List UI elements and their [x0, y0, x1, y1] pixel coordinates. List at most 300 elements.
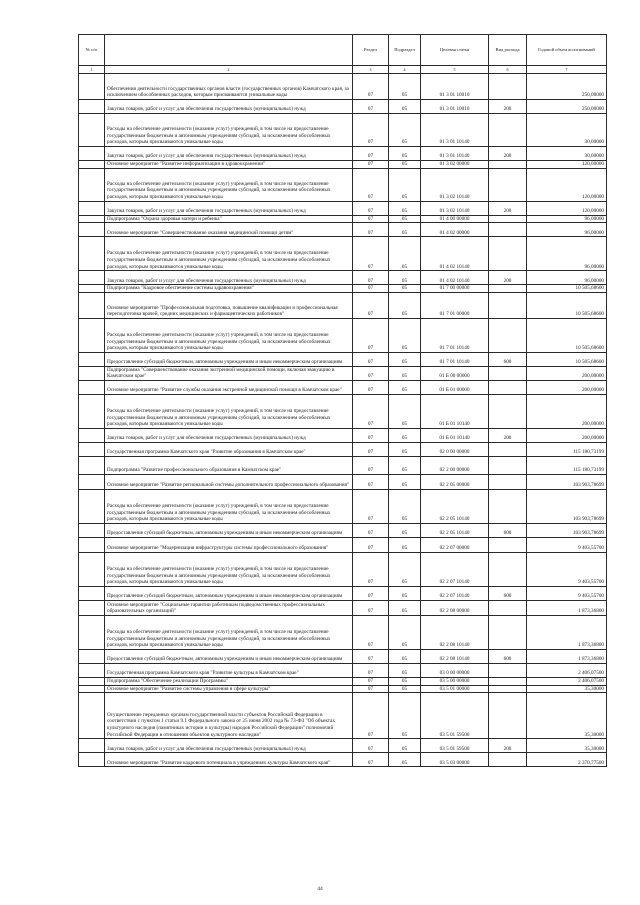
- row-expense-type: [489, 394, 527, 428]
- row-name: Основное мероприятие "Развитие системы управления в сфере культуры": [105, 685, 353, 693]
- row-name: Закупка товаров, работ и услуг для обеспечения государственных (муниципальных) нужд: [105, 271, 353, 285]
- row-amount: 2 406,07500: [527, 663, 607, 677]
- row-razdel: 07: [353, 663, 389, 677]
- row-target-article: 02 2 05 10140: [421, 489, 489, 523]
- row-index: [79, 271, 105, 285]
- row-amount: 96,00000: [527, 223, 607, 237]
- row-name: Расходы на обеспечение деятельности (оказание услуг) учреждений, в том числе на предоставление государственным бюджетным и автономным учреждениям субсидий, за исключением обособленных расходов, которым присваиваются уникальные коды: [105, 114, 353, 147]
- row-index: [79, 537, 105, 552]
- row-amount: 115 180,73199: [527, 442, 607, 456]
- row-razdel: 07: [353, 100, 389, 114]
- row-podrazdel: 05: [389, 168, 421, 201]
- row-name: Предоставление субсидий бюджетным, автономным учреждениям и иным некоммерческим организациям: [105, 586, 353, 600]
- row-razdel: 07: [353, 693, 389, 739]
- row-expense-type: 200: [489, 428, 527, 442]
- row-index: [79, 394, 105, 428]
- row-index: [79, 100, 105, 114]
- row-index: [79, 586, 105, 600]
- row-podrazdel: 05: [389, 394, 421, 428]
- row-razdel: 07: [353, 600, 389, 615]
- row-razdel: 07: [353, 147, 389, 161]
- row-razdel: 07: [353, 523, 389, 537]
- row-index: [79, 523, 105, 537]
- row-amount: 120,00000: [527, 201, 607, 215]
- row-amount: 115 180,73199: [527, 456, 607, 474]
- row-index: [79, 352, 105, 366]
- column-number: 2: [105, 66, 353, 74]
- column-number: 3: [353, 66, 389, 74]
- row-expense-type: 600: [489, 352, 527, 366]
- header-target-article: Целевая статья: [421, 35, 489, 66]
- row-name: Обеспечения деятельности государственных органов власти (государственных органов) Камчатского края, за исключением обособленных расходов, которым присваиваются уникальные коды: [105, 74, 353, 100]
- table-row: [79, 74, 607, 100]
- page-number: 44: [317, 886, 323, 892]
- table-row: [79, 474, 607, 489]
- row-podrazdel: 05: [389, 215, 421, 223]
- row-expense-type: [489, 663, 527, 677]
- row-expense-type: [489, 442, 527, 456]
- row-podrazdel: 05: [389, 114, 421, 147]
- row-expense-type: [489, 753, 527, 767]
- row-razdel: 07: [353, 474, 389, 489]
- row-name: Подпрограмма "Развитие профессионального образования в Камчатском крае": [105, 456, 353, 474]
- row-target-article: 01 4 02 10140: [421, 271, 489, 285]
- row-podrazdel: 05: [389, 753, 421, 767]
- row-podrazdel: 05: [389, 161, 421, 169]
- column-number: 6: [489, 66, 527, 74]
- row-razdel: 07: [353, 201, 389, 215]
- row-podrazdel: 05: [389, 352, 421, 366]
- row-podrazdel: 05: [389, 586, 421, 600]
- header-name: [105, 35, 353, 66]
- row-target-article: 02 0 00 00000: [421, 442, 489, 456]
- row-expense-type: [489, 237, 527, 271]
- row-amount: 103 903,78699: [527, 489, 607, 523]
- row-expense-type: [489, 489, 527, 523]
- row-amount: 9 403,55700: [527, 586, 607, 600]
- row-name: Закупка товаров, работ и услуг для обеспечения государственных (муниципальных) нужд: [105, 100, 353, 114]
- row-target-article: 01 4 02 10140: [421, 237, 489, 271]
- row-expense-type: [489, 114, 527, 147]
- row-index: [79, 161, 105, 169]
- row-amount: 250,00000: [527, 74, 607, 100]
- row-razdel: 07: [353, 753, 389, 767]
- row-amount: 10 505,68600: [527, 292, 607, 318]
- table-row: [79, 739, 607, 753]
- row-name: Основное мероприятие "Модернизация инфраструктуры системы профессионального образования": [105, 537, 353, 552]
- row-razdel: 07: [353, 428, 389, 442]
- row-razdel: 07: [353, 677, 389, 685]
- row-name: Подпрограмма "Кадровое обеспечение системы здравоохранения": [105, 285, 353, 293]
- row-index: [79, 223, 105, 237]
- row-expense-type: [489, 318, 527, 352]
- row-amount: 2 406,07500: [527, 677, 607, 685]
- table-row: [79, 552, 607, 586]
- table-row: [79, 271, 607, 285]
- row-amount: 120,00000: [527, 168, 607, 201]
- row-target-article: 03 5 01 59500: [421, 739, 489, 753]
- row-name: Расходы на обеспечение деятельности (оказание услуг) учреждений, в том числе на предоставление государственным бюджетным и автономным учреждениям субсидий, за исключением обособленных расходов, которым присваиваются уникальные коды: [105, 318, 353, 352]
- row-podrazdel: 05: [389, 523, 421, 537]
- row-expense-type: [489, 693, 527, 739]
- row-razdel: 07: [353, 456, 389, 474]
- table-row: [79, 223, 607, 237]
- row-expense-type: [489, 223, 527, 237]
- table-row: [79, 318, 607, 352]
- table-row: [79, 100, 607, 114]
- row-name: Расходы на обеспечение деятельности (оказание услуг) учреждений, в том числе на предоставление государственным бюджетным и автономным учреждениям субсидий, за исключением обособленных расходов, которым присваиваются уникальные коды: [105, 237, 353, 271]
- row-index: [79, 114, 105, 147]
- row-podrazdel: 05: [389, 366, 421, 380]
- row-amount: 96,00000: [527, 215, 607, 223]
- row-name: Расходы на обеспечение деятельности (оказание услуг) учреждений, в том числе на предоставление государственным бюджетным и автономным учреждениям субсидий, за исключением обособленных расходов, которым присваиваются уникальные коды: [105, 489, 353, 523]
- row-podrazdel: 05: [389, 615, 421, 649]
- row-target-article: 02 2 08 00000: [421, 600, 489, 615]
- table-row: [79, 753, 607, 767]
- row-amount: 1 873,36800: [527, 649, 607, 663]
- row-podrazdel: 05: [389, 100, 421, 114]
- row-amount: 200,00000: [527, 428, 607, 442]
- row-expense-type: [489, 366, 527, 380]
- budget-table: [78, 34, 607, 767]
- table-row: [79, 523, 607, 537]
- column-number: 4: [389, 66, 421, 74]
- row-podrazdel: 05: [389, 474, 421, 489]
- row-expense-type: 200: [489, 100, 527, 114]
- row-razdel: 07: [353, 442, 389, 456]
- table-row: [79, 428, 607, 442]
- row-name: Основное мероприятие "Развитие информатизации в здравоохранении": [105, 161, 353, 169]
- table-row: [79, 352, 607, 366]
- row-podrazdel: 05: [389, 237, 421, 271]
- row-amount: 103 903,78699: [527, 523, 607, 537]
- row-name: Осуществление переданных органам государственной власти субъектов Российской Федерации в соответствии с пунктом 1 статьи 9.1 Федерального закона от 25 июня 2002 года № 73-ФЗ "Об объектах культурного наследия (памятниках истории и культуры) народов Российской Федерации" полномочий Российской Федерации в отношении объектов культурного наследия": [105, 693, 353, 739]
- row-podrazdel: 05: [389, 223, 421, 237]
- row-expense-type: 600: [489, 523, 527, 537]
- column-number-row: [79, 66, 607, 74]
- row-amount: 35,30000: [527, 685, 607, 693]
- row-razdel: 07: [353, 537, 389, 552]
- row-amount: 103 903,78699: [527, 474, 607, 489]
- row-name: Закупка товаров, работ и услуг для обеспечения государственных (муниципальных) нужд: [105, 428, 353, 442]
- row-name: Предоставление субсидий бюджетным, автономным учреждениям и иным некоммерческим организациям: [105, 523, 353, 537]
- header-podrazdel: Подраздел: [389, 35, 421, 66]
- row-target-article: 02 2 08 10140: [421, 615, 489, 649]
- row-amount: 35,30000: [527, 739, 607, 753]
- row-amount: 9 403,55700: [527, 552, 607, 586]
- row-target-article: 01 Б 01 00000: [421, 380, 489, 394]
- row-target-article: 01 Б 01 10140: [421, 428, 489, 442]
- table-row: [79, 615, 607, 649]
- row-name: Подпрограмма "Совершенствование оказания экстренной медицинской помощи, включая эвакуацию в Камчатском крае": [105, 366, 353, 380]
- table-row: [79, 663, 607, 677]
- row-amount: 10 505,68600: [527, 285, 607, 293]
- row-podrazdel: 05: [389, 489, 421, 523]
- row-razdel: 07: [353, 685, 389, 693]
- row-target-article: 01 Б 01 10140: [421, 394, 489, 428]
- row-podrazdel: 05: [389, 380, 421, 394]
- row-index: [79, 318, 105, 352]
- row-index: [79, 237, 105, 271]
- row-expense-type: [489, 537, 527, 552]
- row-target-article: 01 7 01 00000: [421, 292, 489, 318]
- row-index: [79, 739, 105, 753]
- row-target-article: 02 2 05 00000: [421, 474, 489, 489]
- row-podrazdel: 05: [389, 685, 421, 693]
- table-row: [79, 114, 607, 147]
- row-podrazdel: 05: [389, 677, 421, 685]
- row-podrazdel: 05: [389, 739, 421, 753]
- row-expense-type: 200: [489, 739, 527, 753]
- table-row: [79, 489, 607, 523]
- row-amount: 30,00000: [527, 114, 607, 147]
- row-target-article: 01 3 01 10140: [421, 147, 489, 161]
- row-podrazdel: 05: [389, 201, 421, 215]
- table-row: [79, 380, 607, 394]
- table-row: [79, 456, 607, 474]
- row-expense-type: 600: [489, 649, 527, 663]
- table-row: [79, 215, 607, 223]
- row-index: [79, 285, 105, 293]
- row-name: Закупка товаров, работ и услуг для обеспечения государственных (муниципальных) нужд: [105, 147, 353, 161]
- row-target-article: 01 3 01 10010: [421, 74, 489, 100]
- row-expense-type: [489, 456, 527, 474]
- row-razdel: 07: [353, 318, 389, 352]
- row-index: [79, 693, 105, 739]
- row-amount: 9 403,55700: [527, 537, 607, 552]
- row-index: [79, 677, 105, 685]
- row-index: [79, 201, 105, 215]
- row-index: [79, 663, 105, 677]
- row-name: Основное мероприятие "Развитие региональной системы дополнительного профессионального образования": [105, 474, 353, 489]
- row-target-article: 01 7 00 00000: [421, 285, 489, 293]
- row-index: [79, 600, 105, 615]
- row-index: [79, 685, 105, 693]
- row-amount: 10 505,68600: [527, 352, 607, 366]
- row-target-article: 02 2 08 10140: [421, 649, 489, 663]
- table-row: [79, 292, 607, 318]
- row-index: [79, 428, 105, 442]
- row-target-article: 03 5 03 00000: [421, 753, 489, 767]
- table-body: [79, 74, 607, 767]
- row-index: [79, 380, 105, 394]
- row-razdel: 07: [353, 271, 389, 285]
- row-name: Расходы на обеспечение деятельности (оказание услуг) учреждений, в том числе на предоставление государственным бюджетным и автономным учреждениям субсидий, за исключением обособленных расходов, которым присваиваются уникальные коды: [105, 615, 353, 649]
- row-razdel: 07: [353, 114, 389, 147]
- row-razdel: 07: [353, 292, 389, 318]
- row-name: Предоставление субсидий бюджетным, автономным учреждениям и иным некоммерческим организациям: [105, 649, 353, 663]
- table-row: [79, 649, 607, 663]
- row-expense-type: [489, 677, 527, 685]
- row-index: [79, 489, 105, 523]
- column-number: 7: [527, 66, 607, 74]
- row-amount: 35,30000: [527, 693, 607, 739]
- row-name: Основное мероприятие "Социальные гарантии работникам подведомственных профессиональных образовательных организаций": [105, 600, 353, 615]
- row-podrazdel: 05: [389, 442, 421, 456]
- row-target-article: 01 7 01 10140: [421, 352, 489, 366]
- row-index: [79, 147, 105, 161]
- row-razdel: 07: [353, 552, 389, 586]
- row-expense-type: 200: [489, 271, 527, 285]
- row-amount: 10 505,68600: [527, 318, 607, 352]
- row-razdel: 07: [353, 223, 389, 237]
- row-razdel: 07: [353, 366, 389, 380]
- row-index: [79, 474, 105, 489]
- row-razdel: 07: [353, 215, 389, 223]
- table-header-row: [79, 35, 607, 66]
- table-row: [79, 600, 607, 615]
- row-expense-type: [489, 74, 527, 100]
- table-row: [79, 586, 607, 600]
- row-razdel: 07: [353, 237, 389, 271]
- table-row: [79, 161, 607, 169]
- row-index: [79, 649, 105, 663]
- header-num: № п/п: [79, 35, 105, 66]
- table-row: [79, 537, 607, 552]
- row-target-article: 02 2 07 10140: [421, 586, 489, 600]
- row-podrazdel: 05: [389, 649, 421, 663]
- row-expense-type: 600: [489, 586, 527, 600]
- row-podrazdel: 05: [389, 147, 421, 161]
- row-razdel: 07: [353, 394, 389, 428]
- row-expense-type: 200: [489, 147, 527, 161]
- row-podrazdel: 05: [389, 456, 421, 474]
- row-name: Основное мероприятие "Совершенствование оказания медицинской помощи детям": [105, 223, 353, 237]
- row-target-article: 01 3 02 10140: [421, 201, 489, 215]
- row-target-article: 01 3 01 10010: [421, 100, 489, 114]
- row-name: Основное мероприятие "Профессиональная подготовка, повышение квалификации и профессиональная переподготовка врачей, средних медицинских и фармацевтических работников": [105, 292, 353, 318]
- row-index: [79, 753, 105, 767]
- row-expense-type: [489, 685, 527, 693]
- row-razdel: 07: [353, 352, 389, 366]
- table-row: [79, 693, 607, 739]
- header-expense-type: Вид расхода: [489, 35, 527, 66]
- row-target-article: 02 2 00 00000: [421, 456, 489, 474]
- table-row: [79, 285, 607, 293]
- header-razdel: Раздел: [353, 35, 389, 66]
- row-index: [79, 456, 105, 474]
- row-amount: 96,00000: [527, 237, 607, 271]
- row-expense-type: [489, 285, 527, 293]
- row-podrazdel: 05: [389, 428, 421, 442]
- row-podrazdel: 05: [389, 693, 421, 739]
- row-podrazdel: 05: [389, 537, 421, 552]
- row-amount: 2 370,77500: [527, 753, 607, 767]
- row-amount: 200,00000: [527, 366, 607, 380]
- row-razdel: 07: [353, 586, 389, 600]
- row-amount: 30,00000: [527, 147, 607, 161]
- row-index: [79, 366, 105, 380]
- row-expense-type: [489, 168, 527, 201]
- row-razdel: 07: [353, 168, 389, 201]
- row-podrazdel: 05: [389, 318, 421, 352]
- row-index: [79, 292, 105, 318]
- row-amount: 250,00000: [527, 100, 607, 114]
- row-target-article: 01 4 02 00000: [421, 223, 489, 237]
- row-razdel: 07: [353, 649, 389, 663]
- column-number: 5: [421, 66, 489, 74]
- row-razdel: 07: [353, 615, 389, 649]
- row-podrazdel: 05: [389, 600, 421, 615]
- row-name: Закупка товаров, работ и услуг для обеспечения государственных (муниципальных) нужд: [105, 201, 353, 215]
- row-podrazdel: 05: [389, 663, 421, 677]
- row-target-article: 01 3 02 00000: [421, 161, 489, 169]
- row-name: Подпрограмма "Охрана здоровья матери и ребенка": [105, 215, 353, 223]
- row-expense-type: [489, 615, 527, 649]
- row-target-article: 01 7 01 10140: [421, 318, 489, 352]
- row-amount: 120,00000: [527, 161, 607, 169]
- row-name: Расходы на обеспечение деятельности (оказание услуг) учреждений, в том числе на предоставление государственным бюджетным и автономным учреждениям субсидий, за исключением обособленных расходов, которым присваиваются уникальные коды: [105, 394, 353, 428]
- row-amount: 1 873,36800: [527, 600, 607, 615]
- row-amount: 200,00000: [527, 394, 607, 428]
- row-expense-type: [489, 474, 527, 489]
- row-name: Закупка товаров, работ и услуг для обеспечения государственных (муниципальных) нужд: [105, 739, 353, 753]
- row-index: [79, 74, 105, 100]
- row-razdel: 07: [353, 74, 389, 100]
- row-amount: 200,00000: [527, 380, 607, 394]
- row-index: [79, 215, 105, 223]
- row-razdel: 07: [353, 285, 389, 293]
- row-index: [79, 615, 105, 649]
- row-target-article: 03 0 00 00000: [421, 663, 489, 677]
- row-target-article: 01 3 01 10140: [421, 114, 489, 147]
- row-name: Предоставление субсидий бюджетным, автономным учреждениям и иным некоммерческим организациям: [105, 352, 353, 366]
- row-target-article: 02 2 05 10140: [421, 523, 489, 537]
- row-target-article: 01 4 00 00000: [421, 215, 489, 223]
- row-amount: 1 873,36800: [527, 615, 607, 649]
- row-expense-type: [489, 161, 527, 169]
- row-podrazdel: 05: [389, 292, 421, 318]
- table-row: [79, 685, 607, 693]
- row-razdel: 07: [353, 380, 389, 394]
- row-razdel: 07: [353, 489, 389, 523]
- table-row: [79, 677, 607, 685]
- row-name: Основное мероприятие "Развитие службы оказания экстренной медицинской помощи в Камчатском крае": [105, 380, 353, 394]
- row-name: Государственная программа Камчатского края "Развитие образования в Камчатском крае": [105, 442, 353, 456]
- table-row: [79, 201, 607, 215]
- row-name: Подпрограмма "Обеспечение реализации Программы": [105, 677, 353, 685]
- row-expense-type: [489, 292, 527, 318]
- row-amount: 96,00000: [527, 271, 607, 285]
- row-razdel: 07: [353, 739, 389, 753]
- row-podrazdel: 05: [389, 271, 421, 285]
- row-expense-type: [489, 600, 527, 615]
- table-row: [79, 168, 607, 201]
- row-target-article: 03 5 01 59500: [421, 693, 489, 739]
- row-podrazdel: 05: [389, 285, 421, 293]
- row-name: Государственная программа Камчатского края "Развитие культуры в Камчатском крае": [105, 663, 353, 677]
- row-target-article: 02 2 07 00000: [421, 537, 489, 552]
- row-expense-type: 200: [489, 201, 527, 215]
- row-podrazdel: 05: [389, 552, 421, 586]
- row-podrazdel: 05: [389, 74, 421, 100]
- row-expense-type: [489, 215, 527, 223]
- table-row: [79, 442, 607, 456]
- header-annual-amount: Годовой объем ассигнований: [527, 35, 607, 66]
- row-target-article: 03 5 01 00000: [421, 685, 489, 693]
- column-number: 1: [79, 66, 105, 74]
- row-target-article: 02 2 07 10140: [421, 552, 489, 586]
- row-name: Расходы на обеспечение деятельности (оказание услуг) учреждений, в том числе на предоставление государственным бюджетным и автономным учреждениям субсидий, за исключением обособленных расходов, которым присваиваются уникальные коды: [105, 552, 353, 586]
- row-razdel: 07: [353, 161, 389, 169]
- table-row: [79, 366, 607, 380]
- row-target-article: 03 5 00 00000: [421, 677, 489, 685]
- row-expense-type: [489, 380, 527, 394]
- table-row: [79, 237, 607, 271]
- row-name: Основное мероприятие "Развитие кадрового потенциала в учреждениях культуры Камчатского края": [105, 753, 353, 767]
- row-name: Расходы на обеспечение деятельности (оказание услуг) учреждений, в том числе на предоставление государственным бюджетным и автономным учреждениям субсидий, за исключением обособленных расходов, которым присваиваются уникальные коды: [105, 168, 353, 201]
- table-row: [79, 147, 607, 161]
